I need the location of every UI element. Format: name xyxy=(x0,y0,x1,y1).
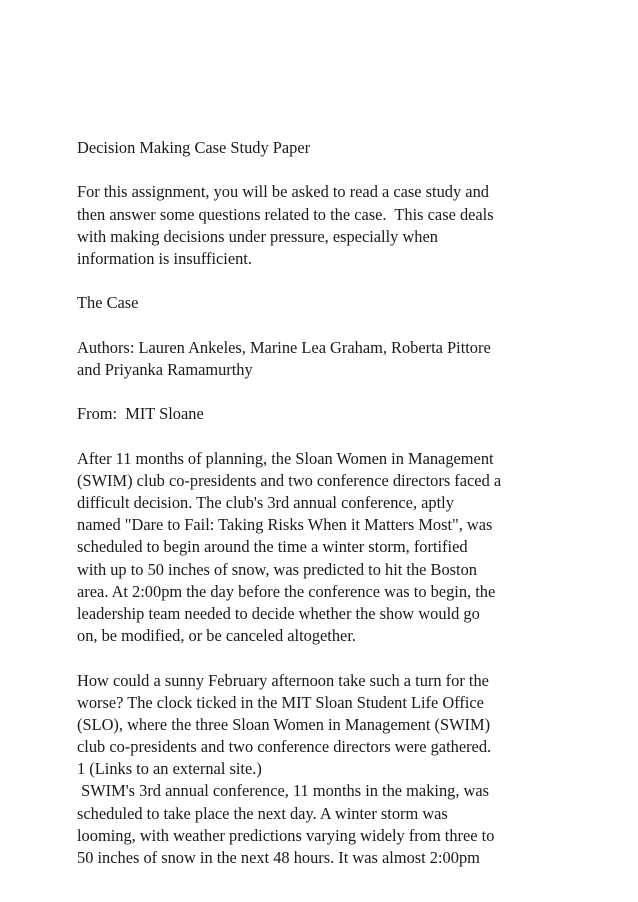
paragraph-line: (SWIM) club co-presidents and two conference directors faced a xyxy=(77,470,502,490)
paragraph-line: scheduled to begin around the time a winter storm, fortified xyxy=(77,537,468,557)
paragraph-line: difficult decision. The club's 3rd annual conference, aptly xyxy=(77,493,454,512)
paragraph-line: named "Dare to Fail: Taking Risks When it Matters Most", was xyxy=(77,515,493,535)
paragraph-line: SWIM's 3rd annual conference, 11 months in the making, was xyxy=(77,781,490,801)
authors-paragraph xyxy=(77,337,617,381)
body-paragraph-1 xyxy=(77,448,617,648)
document-body xyxy=(77,137,617,869)
section-heading: The Case xyxy=(77,293,139,313)
intro-paragraph xyxy=(77,181,617,270)
paragraph-line: How could a sunny February afternoon take such a turn for the xyxy=(77,670,489,690)
paragraph-line: leadership team needed to decide whether the show would go xyxy=(77,603,480,623)
paragraph-gap xyxy=(77,647,617,669)
paragraph-line: club co-presidents and two conference directors were gathered. xyxy=(77,737,492,757)
paragraph-line: area. At 2:00pm the day before the conference was to begin, the xyxy=(77,581,496,601)
paragraph-gap xyxy=(77,270,617,292)
paragraph-line: After 11 months of planning, the Sloan Women in Management xyxy=(77,448,494,468)
paragraph-gap xyxy=(77,425,617,447)
intro-line: with making decisions under pressure, especially when xyxy=(77,226,438,246)
paragraph-line: worse? The clock ticked in the MIT Sloan Student Life Office xyxy=(77,692,484,712)
body-paragraph-2 xyxy=(77,670,617,870)
footnote-link-line[interactable]: 1 (Links to an external site.) xyxy=(77,759,262,779)
document-title: Decision Making Case Study Paper xyxy=(77,138,311,157)
authors-line: and Priyanka Ramamurthy xyxy=(77,359,253,379)
source-line: From: MIT Sloane xyxy=(77,404,204,424)
authors-line: Authors: Lauren Ankeles, Marine Lea Graham, Roberta Pittore xyxy=(77,337,491,357)
paragraph-line: looming, with weather predictions varying widely from three to xyxy=(77,825,495,845)
paragraph-line: with up to 50 inches of snow, was predicted to hit the Boston xyxy=(77,559,478,579)
paragraph-line: on, be modified, or be canceled altogether. xyxy=(77,626,356,646)
paragraph-gap xyxy=(77,381,617,403)
paragraph-line: 50 inches of snow in the next 48 hours. It was almost 2:00pm xyxy=(77,848,480,867)
intro-line: information is insufficient. xyxy=(77,248,252,268)
intro-line: then answer some questions related to the case. This case deals xyxy=(77,204,494,224)
intro-line: For this assignment, you will be asked to read a case study and xyxy=(77,182,489,202)
paragraph-gap xyxy=(77,159,617,181)
paragraph-gap xyxy=(77,315,617,337)
paragraph-line: (SLO), where the three Sloan Women in Management (SWIM) xyxy=(77,714,491,734)
paragraph-line: scheduled to take place the next day. A winter storm was xyxy=(77,803,448,823)
